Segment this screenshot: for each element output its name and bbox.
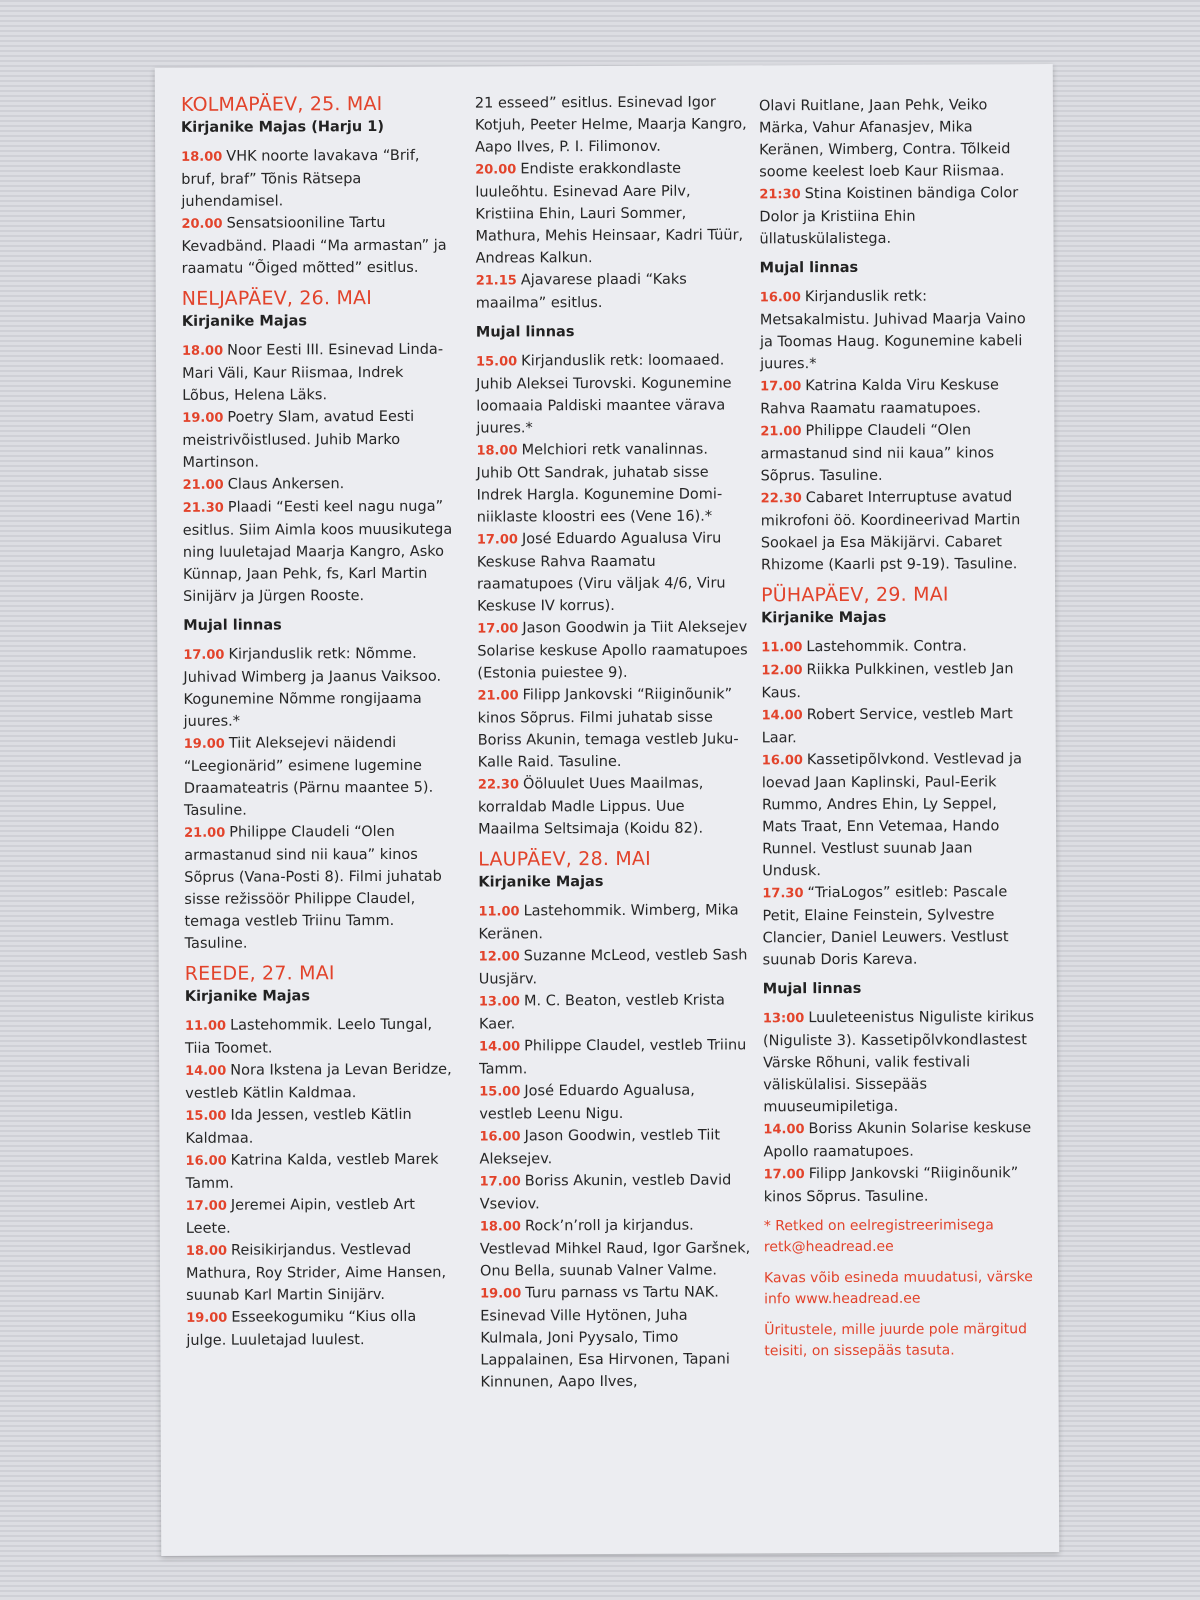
event-item xyxy=(185,1059,457,1105)
event-text: Suzanne McLeod, vestleb Sash Uusjärv. xyxy=(478,947,748,988)
event-item xyxy=(478,772,750,840)
event-text: Sensatsiooniline Tartu Kevadbänd. Plaadi “Ma armastan” ja raamatu “Õiged mõtted” esitlus. xyxy=(181,214,447,277)
event-item xyxy=(181,145,453,213)
event-item xyxy=(476,349,748,439)
day-heading: PÜHAPÄEV, 29. MAI xyxy=(761,583,949,607)
event-text: José Eduardo Agualusa Viru Keskuse Rahva Raamatu raamatupoes (Viru väljak 4/6, Viru Keskuse IV korrus). xyxy=(476,530,726,615)
venue-heading: Mujal linnas xyxy=(475,324,575,341)
event-item xyxy=(186,1239,458,1307)
event-time: 14.00 xyxy=(763,1122,805,1138)
event-text: Jason Goodwin ja Tiit Aleksejev Solarise keskuse Apollo raamatupoes (Estonia puiestee 9). xyxy=(477,619,748,682)
event-item xyxy=(479,989,751,1035)
event-time: 17.00 xyxy=(183,647,225,663)
event-item xyxy=(763,1117,1035,1163)
event-text: Philippe Claudel, vestleb Triinu Tamm. xyxy=(479,1037,747,1078)
event-item xyxy=(183,643,455,733)
event-time: 14.00 xyxy=(761,708,803,724)
event-time: 16.00 xyxy=(479,1129,521,1145)
event-item xyxy=(760,285,1032,375)
event-item xyxy=(479,1124,751,1170)
event-text: Jason Goodwin, vestleb Tiit Aleksejev. xyxy=(479,1127,721,1168)
event-item xyxy=(182,406,454,474)
event-time: 20.00 xyxy=(181,216,223,232)
venue-heading: Mujal linnas xyxy=(762,980,862,998)
event-item xyxy=(763,1006,1035,1118)
event-text: Luuleteenistus Niguliste kirikus (Niguliste 3). Kassetipõlvkondlastest Värske Rõhuni, valik festivali väliskülalisi. Sissepääs muuseumipiletiga. xyxy=(762,1009,1035,1116)
event-item xyxy=(760,374,1032,420)
venue-heading: Mujal linnas xyxy=(759,259,859,277)
event-text: Kassetipõlvkond. Vestlevad ja loevad Jaan Kaplinski, Paul-Eerik Rummo, Andres Ehin, Ly Seppel, Mats Traat, Enn Vetemaa, Hando Runnel. Vestlust suunab Jaan Undusk. xyxy=(761,751,1022,880)
event-item xyxy=(759,182,1031,250)
event-item xyxy=(761,658,1033,704)
event-item xyxy=(182,339,454,407)
event-text: Lastehommik. Contra. xyxy=(806,638,967,656)
event-item xyxy=(185,1149,457,1195)
event-item xyxy=(480,1169,752,1215)
event-text: Ajavarese plaadi “Kaks maailma” esitlus. xyxy=(475,271,687,312)
event-item xyxy=(479,1079,751,1125)
event-time: 19.00 xyxy=(183,736,225,752)
event-text-continued: 21 esseed” esitlus. Esinevad Igor Kotjuh, Peeter Helme, Maarja Kangro, Aapo Ilves, P. I. Filimonov. xyxy=(474,94,747,156)
event-time: 14.00 xyxy=(479,1039,521,1055)
event-text: Claus Ankersen. xyxy=(227,476,345,493)
event-text: Noor Eesti III. Esinevad Linda-Mari Väli, Kaur Riismaa, Indrek Lõbus, Helena Läks. xyxy=(182,341,444,404)
event-text: Kirjanduslik retk: loomaaed. Juhib Aleksei Turovski. Kogunemine loomaaia Paldiski maantee värava juures.* xyxy=(476,352,732,437)
column-3 xyxy=(759,94,1037,1372)
event-time: 16.00 xyxy=(759,290,801,306)
event-time: 17.00 xyxy=(185,1198,227,1214)
column-2 xyxy=(475,91,753,1393)
event-text: Riikka Pulkkinen, vestleb Jan Kaus. xyxy=(761,661,1014,702)
event-text: Reisikirjandus. Vestlevad Mathura, Roy Strider, Aime Hansen, suunab Karl Martin Sinijärv. xyxy=(185,1241,447,1304)
event-time: 19.00 xyxy=(182,410,224,426)
event-item xyxy=(478,899,750,945)
program-card xyxy=(155,64,1059,1556)
event-time: 11.00 xyxy=(761,640,803,656)
event-item xyxy=(477,616,749,684)
event-time: 11.00 xyxy=(184,1018,227,1034)
event-time: 19.00 xyxy=(186,1310,228,1326)
event-text: Boriss Akunin, vestleb David Vseviov. xyxy=(479,1172,732,1213)
event-time: 21:30 xyxy=(759,187,801,203)
event-text: Stina Koistinen bändiga Color Dolor ja Kristiina Ehin üllatuskülalistega. xyxy=(759,185,1019,248)
event-text: Katrina Kalda Viru Keskuse Rahva Raamatu raamatupoes. xyxy=(760,377,999,418)
day-heading: KOLMAPÄEV, 25. MAI xyxy=(180,92,383,116)
event-item xyxy=(184,821,457,955)
event-time: 12.00 xyxy=(761,663,803,679)
event-time: 16.00 xyxy=(185,1153,227,1169)
event-time: 21.00 xyxy=(182,477,224,493)
event-item xyxy=(477,683,749,773)
event-time: 17.00 xyxy=(763,1167,805,1183)
event-item xyxy=(761,635,1033,659)
event-time: 14.00 xyxy=(185,1063,227,1079)
event-text: Boriss Akunin Solarise keskuse Apollo raamatupoes. xyxy=(763,1120,1032,1161)
event-time: 22.30 xyxy=(760,491,802,507)
event-text: Tiit Aleksejevi näidendi “Leegionärid” esimene lugemine Draamateatris (Pärnu maantee 5). Tasuline. xyxy=(183,734,434,819)
event-item xyxy=(479,1034,751,1080)
event-time: 22.30 xyxy=(477,777,520,793)
event-time: 15.00 xyxy=(479,1084,521,1100)
event-item xyxy=(480,1281,752,1393)
event-text: Nora Ikstena ja Levan Beridze, vestleb Kätlin Kaldmaa. xyxy=(185,1061,452,1102)
day-heading: NELJAPÄEV, 26. MAI xyxy=(181,287,373,310)
event-time: 17.30 xyxy=(762,886,804,902)
event-text: Philippe Claudeli “Olen armastanud sind nii kaua” kinos Sõprus (Vana-Posti 8). Filmi juhatab sisse režissöör Philippe Claudel, temaga vestleb Triinu Tamm. Tasuline. xyxy=(184,823,442,952)
event-item xyxy=(762,881,1034,971)
event-item xyxy=(764,1162,1036,1208)
event-time: 12.00 xyxy=(478,949,520,965)
event-time: 18.00 xyxy=(479,1219,521,1235)
venue-heading: Mujal linnas xyxy=(183,617,282,634)
event-item xyxy=(183,496,455,608)
event-text: Kirjanduslik retk: Metsakalmistu. Juhivad Maarja Vaino ja Toomas Haug. Kogunemine kabeli juures.* xyxy=(759,288,1026,373)
event-time: 21.15 xyxy=(475,273,517,289)
event-text: Jeremei Aipin, vestleb Art Leete. xyxy=(185,1196,415,1237)
event-text: Endiste erakkondlaste luuleõhtu. Esinevad Aare Pilv, Kristiina Ehin, Lauri Sommer, Mathura, Mehis Heinsaar, Kadri Tüür, Andreas Kalkun. xyxy=(475,160,744,267)
event-time: 21.30 xyxy=(182,500,224,516)
event-text: “TriaLogos” esitleb: Pascale Petit, Elaine Feinstein, Sylvestre Clancier, Daniel Leuwers. Vestlust suunab Doris Kareva. xyxy=(762,884,1009,969)
event-time: 15.00 xyxy=(476,354,518,370)
event-item xyxy=(477,527,749,617)
event-time: 19.00 xyxy=(480,1286,522,1302)
event-text: Cabaret Interruptuse avatud mikrofoni öö. Koordineerivad Martin Sookael ja Esa Mäkijärvi. Cabaret Rhizome (Kaarli pst 9-19). Tasuline. xyxy=(760,489,1021,574)
column-1 xyxy=(181,89,459,1352)
event-time: 11.00 xyxy=(478,904,520,920)
event-item xyxy=(184,732,456,822)
event-text: Melchiori retk vanalinnas. Juhib Ott Sandrak, juhatab sisse Indrek Hargla. Kogunemine Domi-niiklaste kloostri ees (Vene 16).* xyxy=(476,441,723,526)
changes-note: Kavas võib esineda muudatusi, värske info www.headread.ee xyxy=(764,1269,1033,1308)
event-time: 21.00 xyxy=(477,688,519,704)
event-item xyxy=(480,1214,752,1282)
event-time: 18.00 xyxy=(181,149,223,165)
event-text: Ida Jessen, vestleb Kätlin Kaldmaa. xyxy=(185,1106,412,1147)
day-heading: LAUPÄEV, 28. MAI xyxy=(478,847,651,871)
event-item xyxy=(479,944,751,990)
event-text: Lastehommik. Wimberg, Mika Keränen. xyxy=(478,902,739,943)
registration-note: * Retked on eelregistreerimisega retk@headread.ee xyxy=(763,1217,994,1256)
event-text: Filipp Jankovski “Riiginõunik” kinos Sõprus. Tasuline. xyxy=(763,1165,1019,1206)
day-heading: REEDE, 27. MAI xyxy=(184,962,335,985)
free-entry-note: Üritustele, mille juurde pole märgitud teisiti, on sissepääs tasuta. xyxy=(764,1321,1027,1360)
event-text: Katrina Kalda, vestleb Marek Tamm. xyxy=(185,1151,439,1192)
event-text: Turu parnass vs Tartu NAK. Esinevad Ville Hytönen, Juha Kulmala, Joni Pyysalo, Timo Lappalainen, Esa Hirvonen, Tapani Kinnunen, Aapo Ilves, xyxy=(480,1284,730,1391)
event-text: Esseekogumiku “Kius olla julge. Luuletajad luulest. xyxy=(186,1308,417,1349)
event-text: M. C. Beaton, vestleb Krista Kaer. xyxy=(478,992,725,1033)
event-time: 17.00 xyxy=(760,379,802,395)
event-item xyxy=(185,1104,457,1150)
venue-heading: Kirjanike Majas xyxy=(181,313,308,330)
event-text: Poetry Slam, avatud Eesti meistrivõistlused. Juhib Marko Martinson. xyxy=(182,408,415,471)
venue-heading: Kirjanike Majas xyxy=(184,988,310,1005)
event-time: 21.00 xyxy=(760,424,802,440)
event-text: VHK noorte lavakava “Brif, bruf, braf” Tõnis Rätsepa juhendamisel. xyxy=(181,147,420,210)
event-text: Lastehommik. Leelo Tungal, Tiia Toomet. xyxy=(185,1016,433,1057)
event-item xyxy=(185,1014,457,1060)
event-text: José Eduardo Agualusa, vestleb Leenu Nigu. xyxy=(479,1082,695,1123)
event-time: 15.00 xyxy=(185,1108,227,1124)
event-item xyxy=(475,157,747,269)
event-time: 20.00 xyxy=(475,162,517,178)
event-text-continued: Olavi Ruitlane, Jaan Pehk, Veiko Märka, Vahur Afanasjev, Mika Keränen, Wimberg, Contra. Tõlkeid soome keelest loeb Kaur Riismaa. xyxy=(758,97,1011,181)
venue-heading: Kirjanike Majas xyxy=(478,874,604,891)
event-time: 21.00 xyxy=(184,825,226,841)
event-time: 17.00 xyxy=(477,621,519,637)
event-item xyxy=(760,419,1032,487)
event-text: Rock’n’roll ja kirjandus. Vestlevad Mihkel Raud, Igor Garšnek, Onu Bella, suunab Valner Valme. xyxy=(479,1217,751,1280)
event-text: Filipp Jankovski “Riiginõunik” kinos Sõprus. Filmi juhatab sisse Boriss Akunin, temaga vestleb Juku-Kalle Raid. Tasuline. xyxy=(477,686,739,771)
event-text: Robert Service, vestleb Mart Laar. xyxy=(761,706,1013,747)
event-text: Philippe Claudeli “Olen armastanud sind nii kaua” kinos Sõprus. Tasuline. xyxy=(760,422,995,485)
event-item xyxy=(183,473,455,497)
event-item xyxy=(476,268,748,314)
event-item xyxy=(762,748,1035,882)
event-item xyxy=(186,1194,458,1240)
event-item xyxy=(761,486,1033,576)
event-time: 17.00 xyxy=(479,1174,521,1190)
event-time: 17.00 xyxy=(476,532,518,548)
event-time: 13.00 xyxy=(478,994,520,1010)
event-time: 13:00 xyxy=(762,1011,805,1027)
event-text: Kirjanduslik retk: Nõmme. Juhivad Wimberg ja Jaanus Vaiksoo. Kogunemine Nõmme rongijaama juures.* xyxy=(183,645,442,730)
event-time: 18.00 xyxy=(185,1243,228,1259)
venue-heading: Kirjanike Majas (Harju 1) xyxy=(180,118,385,136)
event-text: Ööluulet Uues Maailmas, korraldab Madle Lippus. Uue Maailma Seltsimaja (Koidu 82). xyxy=(477,775,704,838)
event-time: 18.00 xyxy=(476,443,518,459)
event-text: Plaadi “Eesti keel nagu nuga” esitlus. Siim Aimla koos muusikutega ning luuletajad Maarja Kangro, Asko Künnap, Jaan Pehk, fs, Karl Martin Sinijärv ja Jürgen Rooste. xyxy=(182,498,453,605)
event-time: 18.00 xyxy=(181,343,224,359)
event-item xyxy=(476,438,748,528)
event-item xyxy=(181,212,453,280)
event-item xyxy=(186,1306,458,1352)
event-item xyxy=(762,703,1034,749)
event-time: 16.00 xyxy=(761,753,803,769)
venue-heading: Kirjanike Majas xyxy=(761,609,887,627)
